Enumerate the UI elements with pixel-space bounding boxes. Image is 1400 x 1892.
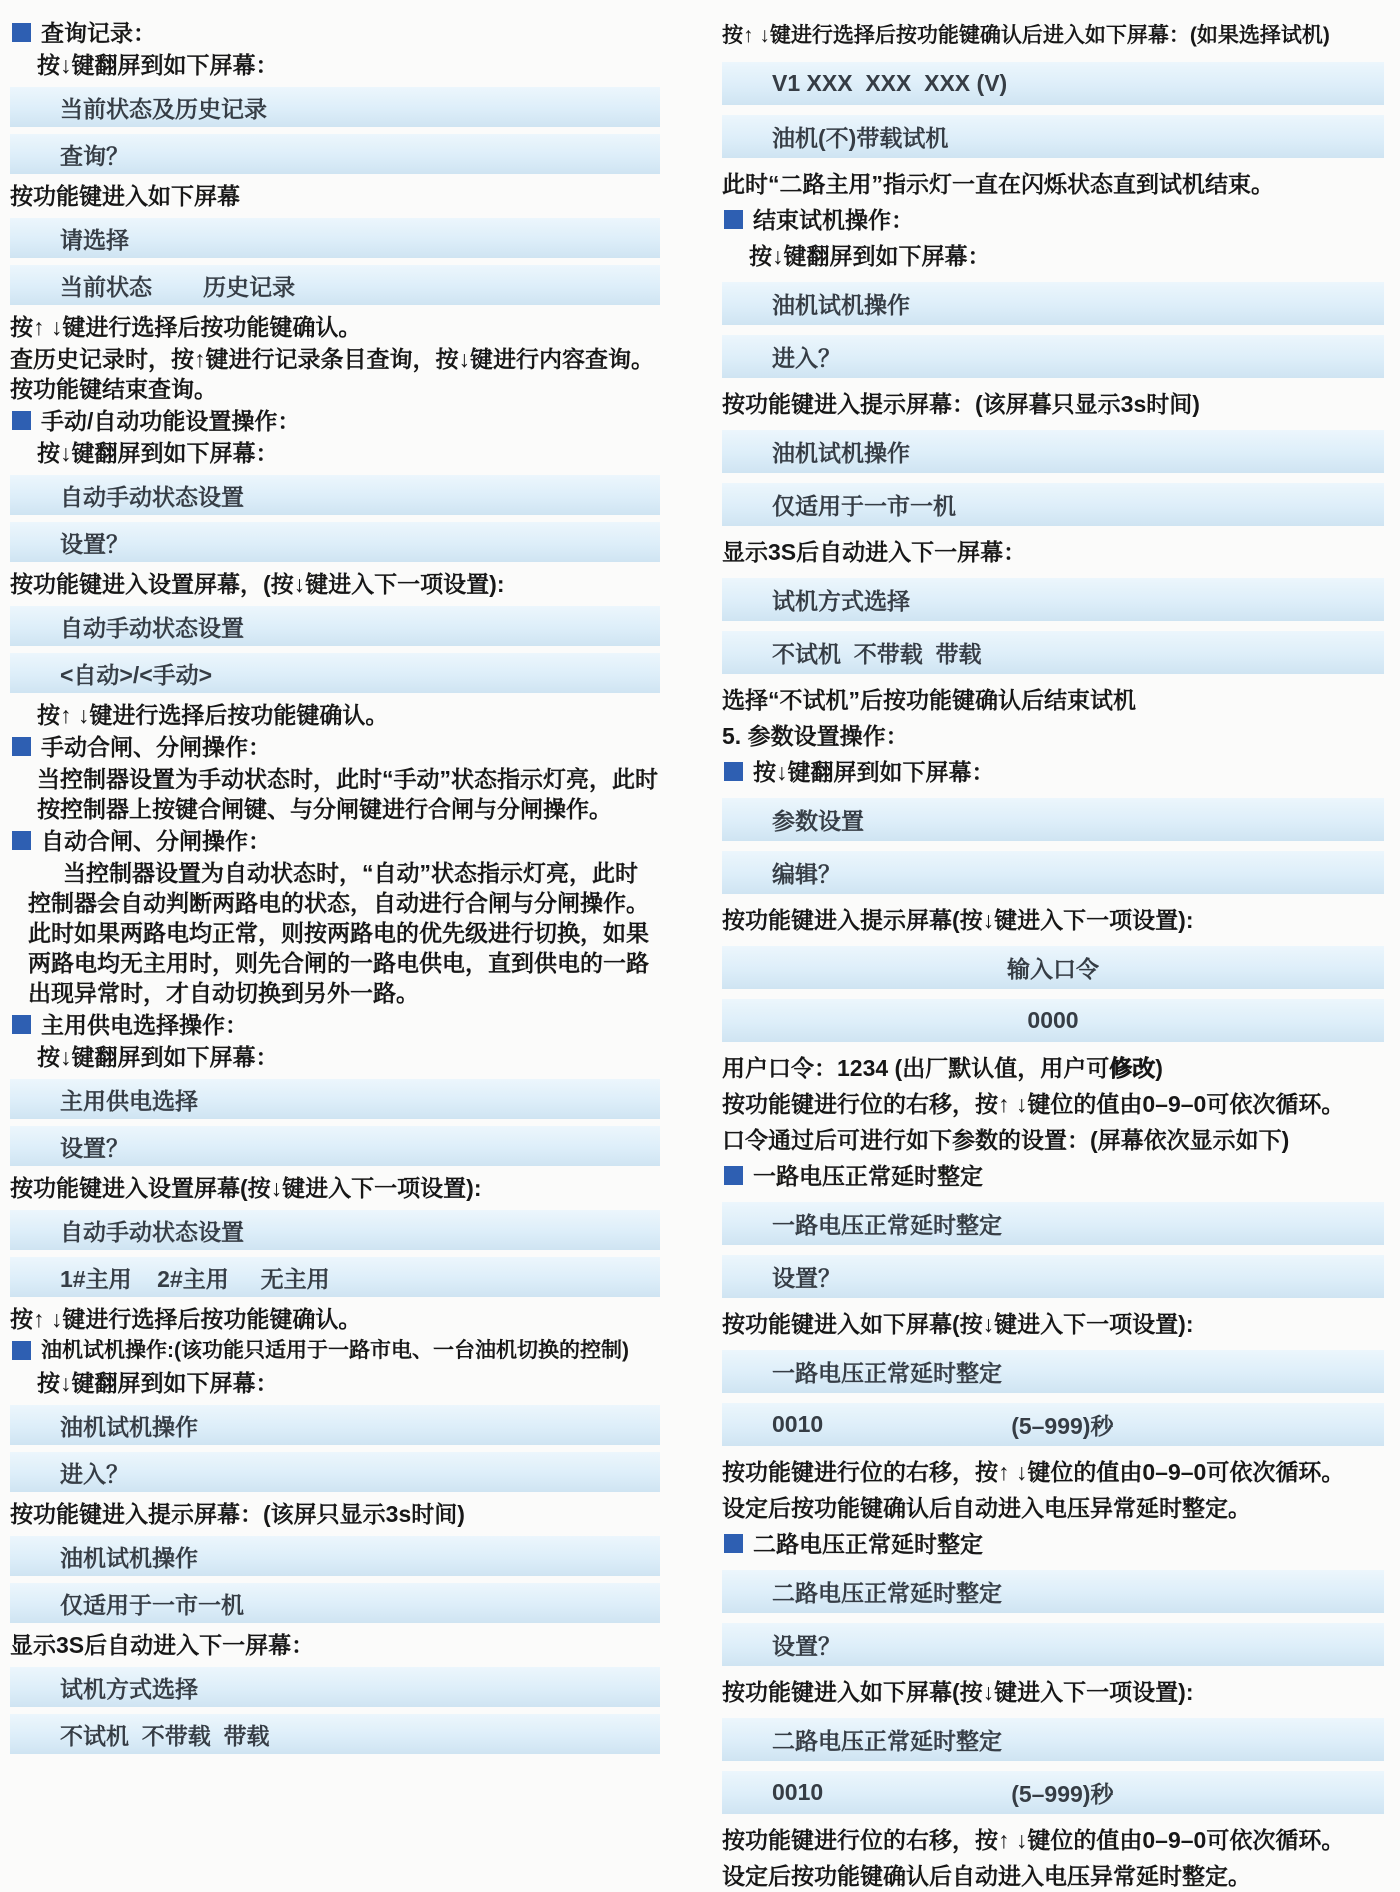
body-text: 按功能键进入提示屏幕(按↓键进入下一项设置): xyxy=(722,907,1194,933)
lcd-screen-line xyxy=(722,1623,1384,1666)
body-text: 按功能键进行位的右移，按↑ ↓键位的值由0–9–0可依次循环。 xyxy=(722,1091,1345,1117)
lcd-screen-line xyxy=(722,1403,1384,1446)
body-text: 按功能键进入如下屏幕(按↓键进入下一项设置): xyxy=(722,1311,1194,1337)
bullet-square-icon xyxy=(12,1015,31,1034)
bullet-square-icon xyxy=(724,762,743,781)
lcd-screen-text: 0010 xyxy=(772,1411,824,1437)
body-text: 查历史记录时，按↑键进行记录条目查询，按↓键进行内容查询。按功能键结束查询。 xyxy=(10,346,654,402)
lcd-screen-line xyxy=(10,522,660,562)
lcd-screen-line xyxy=(722,62,1384,105)
bullet-square-icon xyxy=(724,210,743,229)
section-bullet-line xyxy=(722,1528,1384,1560)
lcd-screen-line xyxy=(722,631,1384,674)
section-bullet-line xyxy=(10,826,660,856)
section-heading: 一路电压正常延时整定 xyxy=(753,1163,983,1189)
lcd-screen-text: 设置？ xyxy=(60,530,129,557)
lcd-screen-text: 自动手动状态设置 xyxy=(60,483,244,510)
lcd-screen-line xyxy=(722,798,1384,841)
lcd-screen-text: 进入？ xyxy=(772,345,841,371)
lcd-screen-line xyxy=(10,1126,660,1166)
section-heading: 手动/自动功能设置操作： xyxy=(41,408,301,434)
lcd-screen-text: 油机试机操作 xyxy=(60,1544,198,1571)
lcd-screen-line xyxy=(10,475,660,515)
lcd-screen-line xyxy=(722,1771,1384,1814)
body-text-part: 用户口令：1234 (出厂默认值，用户可 xyxy=(722,1055,1110,1081)
body-text: 按↑ ↓键进行选择后按功能键确认。 xyxy=(10,314,362,340)
section-heading: 按↓键翻屏到如下屏幕： xyxy=(753,759,995,785)
lcd-screen-text: 设置？ xyxy=(772,1265,841,1291)
bullet-square-icon xyxy=(12,737,31,756)
section-heading: 自动合闸、分闸操作： xyxy=(41,828,271,854)
bullet-square-icon xyxy=(12,411,31,430)
body-text: 按↑ ↓键进行选择后按功能键确认后进入如下屏幕：(如果选择试机) xyxy=(722,24,1330,47)
lcd-screen-text: <自动>/<手动> xyxy=(60,661,213,688)
body-text: 选择“不试机”后按功能键确认后结束试机 xyxy=(722,687,1136,713)
body-text: 此时“二路主用”指示灯一直在闪烁状态直到试机结束。 xyxy=(722,171,1274,197)
lcd-screen-line xyxy=(10,1079,660,1119)
lcd-screen-line xyxy=(10,1257,660,1297)
lcd-screen-line xyxy=(10,265,660,305)
bullet-square-icon xyxy=(724,1166,743,1185)
body-text: 按功能键进行位的右移，按↑ ↓键位的值由0–9–0可依次循环。 xyxy=(722,1459,1345,1485)
lcd-screen-line xyxy=(10,134,660,174)
body-text: 显示3S后自动进入下一屏幕： xyxy=(10,1632,315,1658)
lcd-screen-line xyxy=(722,282,1384,325)
lcd-screen-text: 输入口令 xyxy=(1007,956,1099,982)
section-heading: 结束试机操作： xyxy=(753,207,914,233)
lcd-screen-text: 设置？ xyxy=(772,1633,841,1659)
lcd-screen-text: (5–999)秒 xyxy=(1011,1413,1114,1439)
body-text: 按↓键翻屏到如下屏幕： xyxy=(37,1370,279,1396)
lcd-screen-line xyxy=(722,1718,1384,1761)
body-text: 显示3S后自动进入下一屏幕： xyxy=(722,539,1027,565)
body-text: 当控制器设置为手动状态时，此时“手动”状态指示灯亮，此时按控制器上按键合闸键、与分闸键进行合闸与分闸操作。 xyxy=(37,766,658,822)
lcd-screen-text: 一路电压正常延时整定 xyxy=(772,1360,1002,1386)
lcd-screen-text: 不试机 不带载 带载 xyxy=(772,641,982,667)
lcd-screen-line xyxy=(722,1350,1384,1393)
bullet-square-icon xyxy=(12,831,31,850)
section-bullet-line xyxy=(10,1010,660,1040)
lcd-screen-text: 1#主用 2#主用 无主用 xyxy=(60,1265,330,1292)
body-text: 设定后按功能键确认后自动进入电压异常延时整定。 xyxy=(722,1863,1251,1889)
lcd-screen-line xyxy=(722,430,1384,473)
lcd-screen-text: 一路电压正常延时整定 xyxy=(772,1212,1002,1238)
lcd-screen-text: 设置？ xyxy=(60,1134,129,1161)
section-heading: 手动合闸、分闸操作： xyxy=(41,734,271,760)
body-text: 5. 参数设置操作： xyxy=(722,723,909,749)
lcd-screen-line xyxy=(10,1536,660,1576)
lcd-screen-text: 当前状态 历史记录 xyxy=(60,273,296,300)
lcd-screen-text: 请选择 xyxy=(60,226,129,253)
lcd-screen-line xyxy=(722,578,1384,621)
lcd-screen-text: 试机方式选择 xyxy=(772,588,910,614)
lcd-screen-text: 自动手动状态设置 xyxy=(60,614,244,641)
lcd-screen-line xyxy=(722,999,1384,1042)
lcd-screen-text: 试机方式选择 xyxy=(60,1675,198,1702)
lcd-screen-text: 自动手动状态设置 xyxy=(60,1218,244,1245)
right-column xyxy=(722,16,1384,1889)
lcd-screen-text: 油机(不)带载试机 xyxy=(772,125,949,151)
lcd-screen-text: 主用供电选择 xyxy=(60,1087,198,1114)
lcd-screen-text: (5–999)秒 xyxy=(1011,1781,1114,1807)
lcd-screen-text: 当前状态及历史记录 xyxy=(60,95,267,122)
body-text: 按↓键翻屏到如下屏幕： xyxy=(749,243,991,269)
lcd-screen-text: 二路电压正常延时整定 xyxy=(772,1728,1002,1754)
lcd-screen-line xyxy=(10,1583,660,1623)
body-text: 按↓键翻屏到如下屏幕： xyxy=(37,52,279,78)
body-text: 当控制器设置为自动状态时，“自动”状态指示灯亮，此时控制器会自动判断两路电的状态，自动进行合闸与分闸操作。此时如果两路电均正常，则按两路电的优先级进行切换，如果两路电均无主用时，则先合闸的一路电供电，直到供电的一路出现异常时，才自动切换到另外一路。 xyxy=(28,860,649,1006)
lcd-screen-line xyxy=(722,946,1384,989)
section-bullet-line xyxy=(10,18,660,48)
lcd-screen-text: 编辑？ xyxy=(772,861,841,887)
lcd-screen-line xyxy=(10,1210,660,1250)
lcd-screen-text: 油机试机操作 xyxy=(772,440,910,466)
emphasis-text: 修改 xyxy=(1109,1055,1156,1081)
lcd-screen-line xyxy=(722,851,1384,894)
body-text: 设定后按功能键确认后自动进入电压异常延时整定。 xyxy=(722,1495,1251,1521)
body-text: 按功能键进入设置屏幕(按↓键进入下一项设置): xyxy=(10,1175,482,1201)
lcd-screen-text: 油机试机操作 xyxy=(772,292,910,318)
body-text: 按↓键翻屏到如下屏幕： xyxy=(37,1044,279,1070)
section-bullet-line xyxy=(10,732,660,762)
lcd-screen-text: 仅适用于一市一机 xyxy=(60,1591,244,1618)
body-text: 按功能键进入如下屏幕 xyxy=(10,183,240,209)
lcd-screen-text: 油机试机操作 xyxy=(60,1413,198,1440)
lcd-screen-text: 查询？ xyxy=(60,142,129,169)
lcd-screen-line xyxy=(10,1405,660,1445)
body-text: 按功能键进入提示屏幕：(该屏暮只显示3s时间) xyxy=(722,391,1200,417)
left-column xyxy=(10,16,660,1825)
body-text: 按↓键翻屏到如下屏幕： xyxy=(37,440,279,466)
section-bullet-line xyxy=(722,1160,1384,1192)
lcd-screen-line xyxy=(10,1667,660,1707)
bullet-square-icon xyxy=(12,23,31,42)
lcd-screen-text: 二路电压正常延时整定 xyxy=(772,1580,1002,1606)
lcd-screen-line xyxy=(10,218,660,258)
body-text: 按功能键进入设置屏幕，(按↓键进入下一项设置): xyxy=(10,571,505,597)
body-text: 按功能键进入提示屏幕：(该屏只显示3s时间) xyxy=(10,1501,465,1527)
lcd-screen-text: 参数设置 xyxy=(772,808,864,834)
lcd-screen-line xyxy=(10,87,660,127)
lcd-screen-text: 0010 xyxy=(772,1779,824,1805)
section-bullet-line xyxy=(722,756,1384,788)
body-text: 按功能键进行位的右移，按↑ ↓键位的值由0–9–0可依次循环。 xyxy=(722,1827,1345,1853)
bullet-square-icon xyxy=(724,1534,743,1553)
lcd-screen-line xyxy=(722,1202,1384,1245)
lcd-screen-line xyxy=(10,653,660,693)
lcd-screen-text: 仅适用于一市一机 xyxy=(772,493,956,519)
lcd-screen-line xyxy=(722,1570,1384,1613)
section-bullet-line xyxy=(722,204,1384,236)
lcd-screen-text: 0000 xyxy=(1027,1007,1079,1033)
body-text: 按功能键进入如下屏幕(按↓键进入下一项设置): xyxy=(722,1679,1194,1705)
lcd-screen-text: V1 XXX XXX XXX (V) xyxy=(772,70,1008,96)
lcd-screen-line xyxy=(722,1255,1384,1298)
lcd-screen-line xyxy=(10,1452,660,1492)
lcd-screen-text: 进入？ xyxy=(60,1460,129,1487)
body-text-part: ) xyxy=(1155,1055,1163,1081)
body-text: 按↑ ↓键进行选择后按功能键确认。 xyxy=(37,702,389,728)
lcd-screen-line xyxy=(722,483,1384,526)
section-heading: 油机试机操作:(该功能只适用于一路市电、一台油机切换的控制) xyxy=(41,1339,629,1362)
section-heading: 二路电压正常延时整定 xyxy=(753,1531,983,1557)
section-bullet-line xyxy=(10,406,660,436)
lcd-screen-line xyxy=(722,335,1384,378)
section-heading: 查询记录： xyxy=(41,20,156,46)
body-text: 按↑ ↓键进行选择后按功能键确认。 xyxy=(10,1306,362,1332)
body-text: 口令通过后可进行如下参数的设置：(屏幕依次显示如下) xyxy=(722,1127,1290,1153)
lcd-screen-line xyxy=(722,115,1384,158)
section-bullet-line xyxy=(10,1336,660,1366)
bullet-square-icon xyxy=(12,1341,31,1360)
lcd-screen-line xyxy=(10,606,660,646)
body-text xyxy=(722,1052,1384,1084)
lcd-screen-line xyxy=(10,1714,660,1754)
lcd-screen-text: 不试机 不带载 带载 xyxy=(60,1722,270,1749)
section-heading: 主用供电选择操作： xyxy=(41,1012,248,1038)
